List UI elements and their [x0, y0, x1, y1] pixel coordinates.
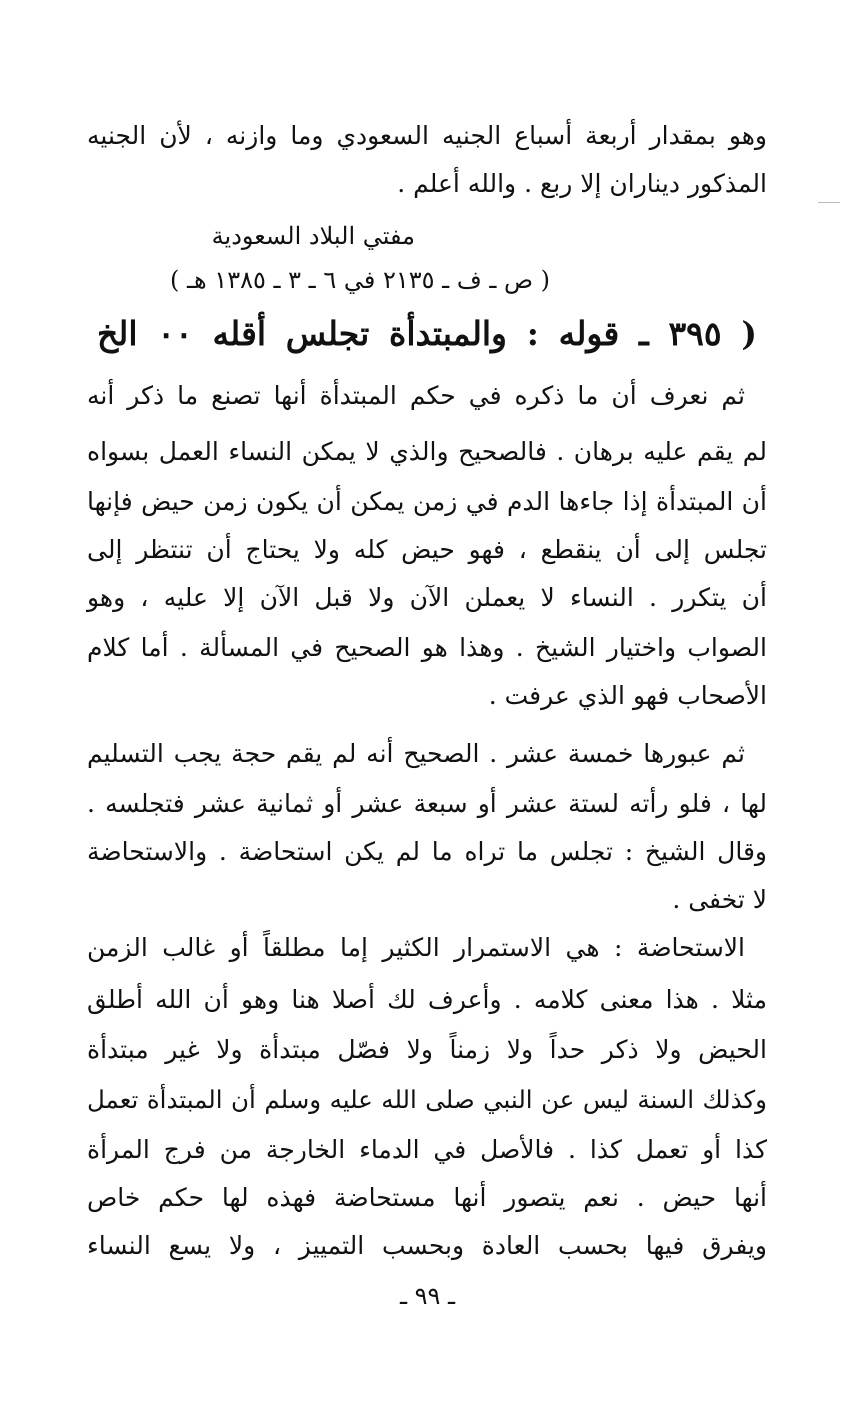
intro-line-2: المذكور ديناران إلا ربع . والله أعلم .	[397, 169, 767, 198]
signature-title: مفتي البلاد السعودية	[211, 222, 415, 250]
paragraph-3-line-6: أنها حيض . نعم يتصور أنها مستحاضة فهذه لها حكم خاص	[87, 1183, 767, 1212]
paragraph-3-line-7: ويفرق فيها بحسب العادة وبحسب التمييز ، ولا يسع النساء	[87, 1231, 767, 1260]
paragraph-1-line-5: أن يتكرر . النساء لا يعملن الآن ولا قبل الآن إلا عليه ، وهو	[87, 583, 767, 612]
paragraph-2-line-2: لها ، فلو رأته لستة عشر أو سبعة عشر أو ثمانية عشر فتجلسه .	[87, 789, 767, 818]
paragraph-2-line-4: لا تخفى .	[672, 885, 767, 914]
paragraph-1-line-4: تجلس إلى أن ينقطع ، فهو حيض كله ولا يحتاج أن تنتظر إلى	[87, 535, 767, 564]
paragraph-3-line-4: وكذلك السنة ليس عن النبي صلى الله عليه وسلم أن المبتدأة تعمل	[87, 1085, 767, 1114]
intro-line-1: وهو بمقدار أربعة أسباع الجنيه السعودي وما وازنه ، لأن الجنيه	[87, 121, 767, 150]
paragraph-3-line-1: الاستحاضة : هي الاستمرار الكثير إما مطلقاً أو غالب الزمن	[87, 933, 745, 962]
paragraph-1-line-7: الأصحاب فهو الذي عرفت .	[488, 681, 767, 710]
page-number: ـ ٩٩ ـ	[399, 1282, 456, 1310]
paragraph-2-line-3: وقال الشيخ : تجلس ما تراه ما لم يكن استحاضة . والاستحاضة	[87, 837, 767, 866]
signature-reference: ( ص ـ ف ـ ٢١٣٥ في ٦ ـ ٣ ـ ١٣٨٥ هـ )	[169, 266, 550, 294]
paragraph-3-line-2: مثلا . هذا معنى كلامه . وأعرف لك أصلا هنا وهو أن الله أطلق	[87, 985, 767, 1014]
paragraph-1-line-1: ثم نعرف أن ما ذكره في حكم المبتدأة أنها تصنع ما ذكر أنه	[87, 381, 745, 410]
paragraph-3-line-3: الحيض ولا ذكر حداً ولا زمناً ولا فصّل مبتدأة ولا غير مبتدأة	[87, 1035, 767, 1064]
paragraph-1-line-2: لم يقم عليه برهان . فالصحيح والذي لا يمكن النساء العمل بسواه	[87, 437, 767, 466]
paragraph-1-line-6: الصواب واختيار الشيخ . وهذا هو الصحيح في المسألة . أما كلام	[87, 633, 767, 662]
paragraph-3-line-5: كذا أو تعمل كذا . فالأصل في الدماء الخارجة من فرج المرأة	[87, 1135, 767, 1164]
paragraph-1-line-3: أن المبتدأة إذا جاءها الدم في زمن يمكن أن يكون زمن حيض فإنها	[87, 487, 767, 516]
section-heading: ( ٣٩٥ ـ قوله : والمبتدأة تجلس أقله ٠٠ الخ	[97, 314, 757, 353]
scan-margin-mark	[818, 202, 840, 203]
paragraph-2-line-1: ثم عبورها خمسة عشر . الصحيح أنه لم يقم حجة يجب التسليم	[87, 739, 745, 768]
